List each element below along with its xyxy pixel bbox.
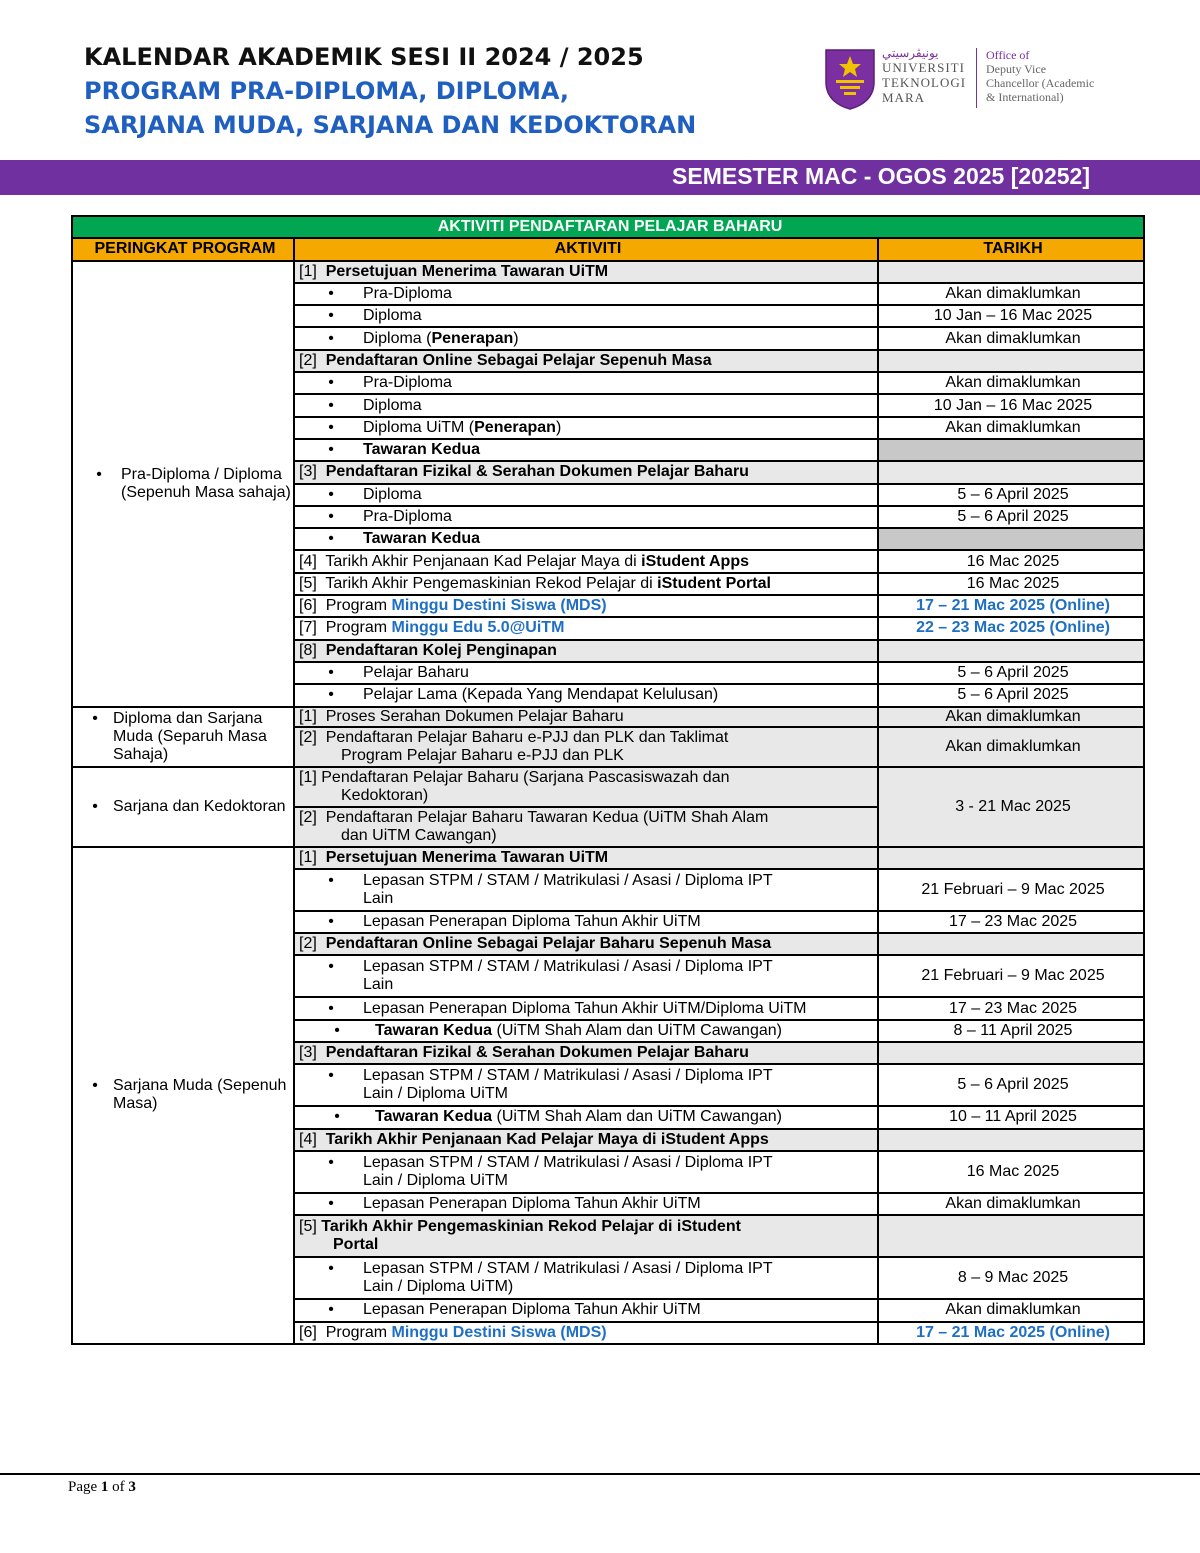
section-heading: [1] Persetujuan Menerima Tawaran UiTM <box>294 261 878 283</box>
activity-item: Lepasan STPM / STAM / Matrikulasi / Asasi / Diploma IPT Lain <box>363 958 773 994</box>
section-heading: [3] Pendaftaran Fizikal & Serahan Dokumen Pelajar Baharu <box>294 461 878 483</box>
activity-item: Lepasan Penerapan Diploma Tahun Akhir UiTM/Diploma UiTM <box>363 999 807 1017</box>
calendar-title: KALENDAR AKADEMIK SESI II 2024 / 2025 <box>84 43 644 71</box>
date-cell: Akan dimaklumkan <box>878 1299 1144 1321</box>
activity-item: Pelajar Lama (Kepada Yang Mendapat Kelulusan) <box>363 686 719 704</box>
empty-date <box>878 933 1144 955</box>
activity-item: Diploma (Penerapan) <box>363 329 519 347</box>
table-row: • Diploma 10 Jan – 16 Mac 2025 <box>72 394 1144 416</box>
uni-line-3: MARA <box>882 90 926 105</box>
empty-date <box>878 461 1144 483</box>
empty-date <box>878 439 1144 461</box>
empty-date <box>878 640 1144 662</box>
date-cell: 21 Februari – 9 Mac 2025 <box>878 869 1144 911</box>
date-cell: Akan dimaklumkan <box>878 327 1144 349</box>
section-heading: [8] Pendaftaran Kolej Penginapan <box>294 640 878 662</box>
activity-item: Diploma UiTM (Penerapan) <box>363 418 562 436</box>
activity-item: Tawaran Kedua <box>363 530 481 548</box>
activity-cell: [6] Program Minggu Destini Siswa (MDS) <box>294 595 878 617</box>
table-row: • Tawaran Kedua (UiTM Shah Alam dan UiTM Cawangan) 10 – 11 April 2025 <box>72 1106 1144 1128</box>
date-cell: 17 – 23 Mac 2025 <box>878 997 1144 1019</box>
section-heading: [2] Pendaftaran Online Sebagai Pelajar Sepenuh Masa <box>294 350 878 372</box>
date-cell: 8 – 9 Mac 2025 <box>878 1257 1144 1299</box>
activity-item: Pra-Diploma <box>363 374 452 392</box>
activity-item: Tawaran Kedua (UiTM Shah Alam dan UiTM Cawangan) <box>375 1021 782 1039</box>
date-cell: 16 Mac 2025 <box>878 573 1144 595</box>
table-row: • Tawaran Kedua <box>72 528 1144 550</box>
date-cell: Akan dimaklumkan <box>878 417 1144 439</box>
registration-table <box>71 215 1145 1345</box>
date-cell: 17 – 23 Mac 2025 <box>878 911 1144 933</box>
activity-item: Lepasan Penerapan Diploma Tahun Akhir UiTM <box>363 1301 701 1319</box>
table-row: • Lepasan Penerapan Diploma Tahun Akhir UiTM Akan dimaklumkan <box>72 1299 1144 1321</box>
activity-item: Diploma <box>363 396 422 414</box>
date-cell: 5 – 6 April 2025 <box>878 506 1144 528</box>
table-row: • Tawaran Kedua (UiTM Shah Alam dan UiTM Cawangan) 8 – 11 April 2025 <box>72 1020 1144 1042</box>
empty-date <box>878 1129 1144 1151</box>
section-heading: [1] Persetujuan Menerima Tawaran UiTM <box>294 847 878 869</box>
table-row <box>72 261 1144 283</box>
program-title-line2: SARJANA MUDA, SARJANA DAN KEDOKTORAN <box>84 111 697 139</box>
activity-item: Diploma <box>363 485 422 503</box>
date-cell: 17 – 21 Mac 2025 (Online) <box>878 1322 1144 1344</box>
document-header <box>84 40 804 142</box>
activity-item: Pra-Diploma <box>363 508 452 525</box>
activity-cell: [5] Tarikh Akhir Pengemaskinian Rekod Pelajar di iStudent Portal <box>294 573 878 595</box>
table-row: • Pra-Diploma 5 – 6 April 2025 <box>72 506 1144 528</box>
date-cell: 16 Mac 2025 <box>878 550 1144 572</box>
program-name: Pra-Diploma / Diploma (Sepenuh Masa sahaja) <box>121 465 291 501</box>
section-heading: [4] Tarikh Akhir Penjanaan Kad Pelajar Maya di iStudent Apps <box>294 1129 878 1151</box>
table-row: • Pelajar Baharu 5 – 6 April 2025 <box>72 662 1144 684</box>
program-cell-sarjana: • Sarjana dan Kedoktoran <box>72 767 294 847</box>
activity-item: Lepasan Penerapan Diploma Tahun Akhir UiTM <box>363 1195 701 1213</box>
table-row <box>72 847 1144 869</box>
activity-item: Lepasan STPM / STAM / Matrikulasi / Asasi / Diploma IPT Lain / Diploma UiTM) <box>363 1260 773 1296</box>
date-cell: 17 – 21 Mac 2025 (Online) <box>878 595 1144 617</box>
empty-date <box>878 350 1144 372</box>
table-row: • Pra-Diploma Akan dimaklumkan <box>72 372 1144 394</box>
activity-item: Pelajar Baharu <box>363 664 469 682</box>
table-row: • Diploma 10 Jan – 16 Mac 2025 <box>72 305 1144 327</box>
col-header-date: TARIKH <box>878 238 1144 260</box>
date-cell: 22 – 23 Mac 2025 (Online) <box>878 617 1144 639</box>
col-header-activity: AKTIVITI <box>294 238 878 260</box>
uni-line-2: TEKNOLOGI <box>882 75 967 90</box>
table-row: • Lepasan STPM / STAM / Matrikulasi / Asasi / Diploma IPT Lain 21 Februari – 9 Mac 2025 <box>72 869 1144 911</box>
date-cell: 10 – 11 April 2025 <box>878 1106 1144 1128</box>
date-cell: 21 Februari – 9 Mac 2025 <box>878 955 1144 997</box>
program-name: Sarjana Muda (Sepenuh Masa) <box>113 1077 287 1113</box>
activity-item: Lepasan Penerapan Diploma Tahun Akhir UiTM <box>363 912 701 930</box>
activity-cell: [4] Tarikh Akhir Penjanaan Kad Pelajar Maya di iStudent Apps <box>294 550 878 572</box>
table-row: • Lepasan Penerapan Diploma Tahun Akhir UiTM Akan dimaklumkan <box>72 1193 1144 1215</box>
activity-item: Lepasan STPM / STAM / Matrikulasi / Asasi / Diploma IPT Lain <box>363 871 773 907</box>
table-row: • Lepasan STPM / STAM / Matrikulasi / Asasi / Diploma IPT Lain / Diploma UiTM 5 – 6 April 2025 <box>72 1064 1144 1106</box>
activity-cell: [2] Pendaftaran Pelajar Baharu Tawaran Kedua (UiTM Shah Alam dan UiTM Cawangan) <box>294 807 878 847</box>
date-cell: Akan dimaklumkan <box>878 372 1144 394</box>
program-title-line1: PROGRAM PRA-DIPLOMA, DIPLOMA, <box>84 77 570 105</box>
program-cell-separuh-masa: • Diploma dan Sarjana Muda (Separuh Masa Sahaja) <box>72 707 294 767</box>
activity-item: Lepasan STPM / STAM / Matrikulasi / Asasi / Diploma IPT Lain / Diploma UiTM <box>363 1153 773 1189</box>
program-name: Sarjana dan Kedoktoran <box>113 797 286 815</box>
activity-cell: [1] Proses Serahan Dokumen Pelajar Baharu <box>294 707 878 727</box>
jawi-script: ﯾﻮﻧﻴﭭﺮﺳﻴﺘﻲ <box>882 46 939 60</box>
date-cell: 8 – 11 April 2025 <box>878 1020 1144 1042</box>
col-header-program: PERINGKAT PROGRAM <box>72 238 294 260</box>
date-cell: 3 - 21 Mac 2025 <box>878 767 1144 847</box>
program-cell-sarjana-muda: • Sarjana Muda (Sepenuh Masa) <box>72 847 294 1344</box>
table-title: AKTIVITI PENDAFTARAN PELAJAR BAHARU <box>72 216 1144 238</box>
activity-item: Tawaran Kedua (UiTM Shah Alam dan UiTM Cawangan) <box>375 1108 782 1126</box>
uitm-shield-icon <box>824 48 876 110</box>
page-number: Page 1 of 3 <box>68 1479 136 1495</box>
empty-date <box>878 528 1144 550</box>
activity-cell: [2] Pendaftaran Pelajar Baharu e-PJJ dan PLK dan Taklimat Program Pelajar Baharu e-PJJ dan PLK <box>294 727 878 767</box>
empty-date <box>878 261 1144 283</box>
program-cell-pra-diploma <box>72 261 294 707</box>
empty-date <box>878 847 1144 869</box>
semester-title: SEMESTER MAC - OGOS 2025 [20252] <box>672 163 1090 189</box>
date-cell: Akan dimaklumkan <box>878 727 1144 767</box>
table-row: • Lepasan Penerapan Diploma Tahun Akhir UiTM/Diploma UiTM 17 – 23 Mac 2025 <box>72 997 1144 1019</box>
section-heading: [3] Pendaftaran Fizikal & Serahan Dokumen Pelajar Baharu <box>294 1042 878 1064</box>
date-cell: Akan dimaklumkan <box>878 707 1144 727</box>
office-line-4: & International) <box>986 90 1064 104</box>
activity-item: Lepasan STPM / STAM / Matrikulasi / Asasi / Diploma IPT Lain / Diploma UiTM <box>363 1067 773 1103</box>
office-line-2: Deputy Vice <box>986 62 1047 76</box>
table-row: • Diploma (Penerapan) Akan dimaklumkan <box>72 327 1144 349</box>
date-cell: 10 Jan – 16 Mac 2025 <box>878 305 1144 327</box>
table-row: • Tawaran Kedua <box>72 439 1144 461</box>
bullet: • <box>96 465 102 483</box>
date-cell: 5 – 6 April 2025 <box>878 684 1144 706</box>
date-cell: 5 – 6 April 2025 <box>878 662 1144 684</box>
table-row: • Diploma 5 – 6 April 2025 <box>72 484 1144 506</box>
empty-date <box>878 1215 1144 1257</box>
table-row: • Diploma UiTM (Penerapan) Akan dimaklumkan <box>72 417 1144 439</box>
date-cell: 5 – 6 April 2025 <box>878 1064 1144 1106</box>
activity-item: Pra-Diploma <box>363 285 452 303</box>
program-name: Diploma dan Sarjana Muda (Separuh Masa Sahaja) <box>113 709 267 763</box>
date-cell: Akan dimaklumkan <box>878 1193 1144 1215</box>
activity-cell: [1] Pendaftaran Pelajar Baharu (Sarjana Pascasiswazah dan Kedoktoran) <box>294 767 878 807</box>
office-line-3: Chancellor (Academic <box>986 76 1095 90</box>
date-cell: 16 Mac 2025 <box>878 1151 1144 1193</box>
table-row: • Pelajar Lama (Kepada Yang Mendapat Kelulusan) 5 – 6 April 2025 <box>72 684 1144 706</box>
table-row: • Lepasan STPM / STAM / Matrikulasi / Asasi / Diploma IPT Lain / Diploma UiTM 16 Mac 2025 <box>72 1151 1144 1193</box>
table-row <box>72 707 1144 727</box>
table-row: • Pra-Diploma Akan dimaklumkan <box>72 283 1144 305</box>
uni-line-1: UNIVERSITI <box>882 60 965 75</box>
table-row <box>72 767 1144 807</box>
logo-divider <box>976 48 977 108</box>
footer-divider <box>0 1473 1200 1475</box>
office-line-1: Office of <box>986 48 1030 62</box>
office-name <box>986 48 1126 104</box>
table-row: • Lepasan Penerapan Diploma Tahun Akhir UiTM 17 – 23 Mac 2025 <box>72 911 1144 933</box>
table-row: • Lepasan STPM / STAM / Matrikulasi / Asasi / Diploma IPT Lain 21 Februari – 9 Mac 2025 <box>72 955 1144 997</box>
activity-item: Diploma <box>363 307 422 325</box>
uitm-logo <box>824 46 1124 112</box>
activity-cell: [7] Program Minggu Edu 5.0@UiTM <box>294 617 878 639</box>
section-heading: [2] Pendaftaran Online Sebagai Pelajar Baharu Sepenuh Masa <box>294 933 878 955</box>
activity-item: Tawaran Kedua <box>363 441 481 459</box>
activity-cell: [6] Program Minggu Destini Siswa (MDS) <box>294 1322 878 1344</box>
empty-date <box>878 1042 1144 1064</box>
table-row: • Lepasan STPM / STAM / Matrikulasi / Asasi / Diploma IPT Lain / Diploma UiTM) 8 – 9 Mac 2025 <box>72 1257 1144 1299</box>
semester-banner <box>0 160 1200 195</box>
date-cell: Akan dimaklumkan <box>878 283 1144 305</box>
university-name <box>882 60 966 105</box>
date-cell: 5 – 6 April 2025 <box>878 484 1144 506</box>
date-cell: 10 Jan – 16 Mac 2025 <box>878 394 1144 416</box>
section-heading: [5] Tarikh Akhir Pengemaskinian Rekod Pelajar di iStudent Portal <box>294 1215 878 1257</box>
